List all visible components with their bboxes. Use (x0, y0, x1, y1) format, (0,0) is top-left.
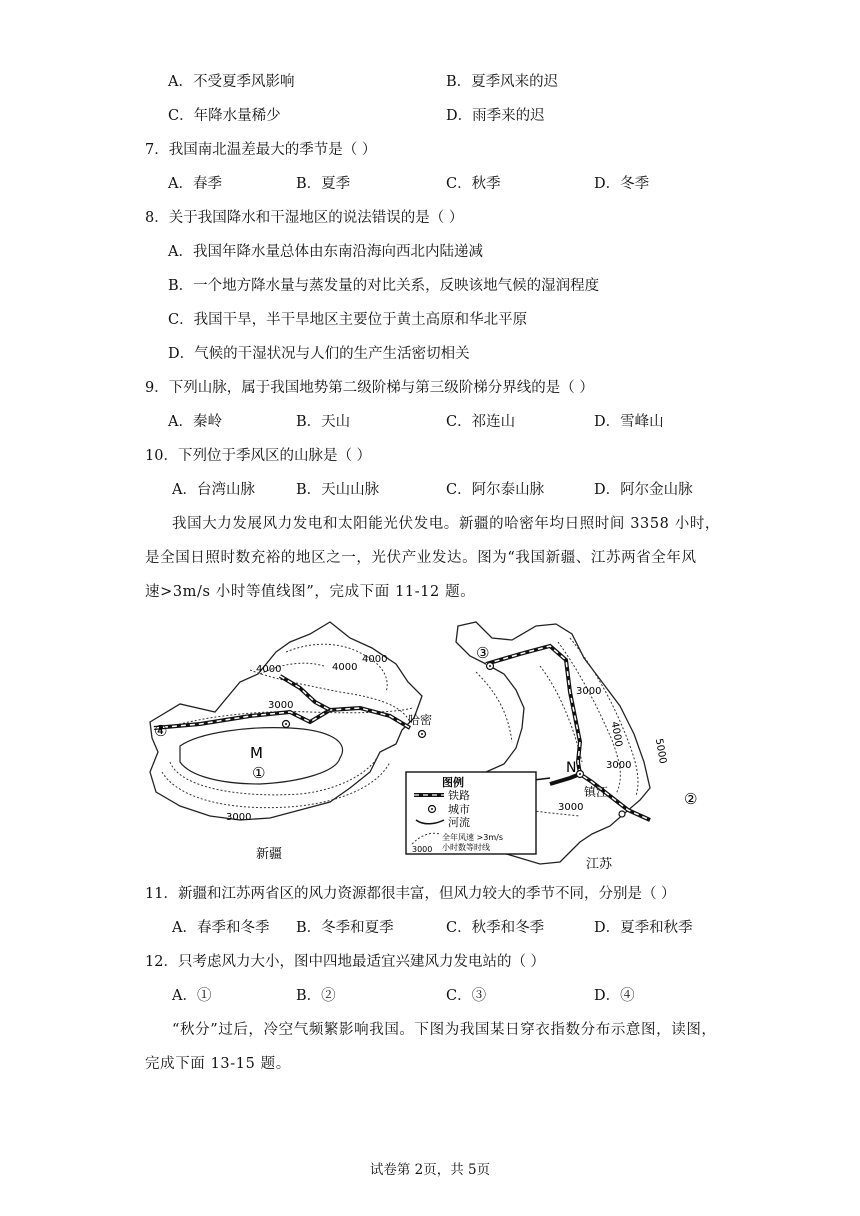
iso-label-3000-b: 3000 (226, 812, 252, 823)
map-legend (406, 772, 536, 854)
iso-label-5000-js: 5000 (652, 737, 669, 765)
q10-option-c: C．阿尔泰山脉 (446, 482, 545, 498)
q8-option-b: B．一个地方降水量与蒸发量的对比关系，反映该地气候的湿润程度 (168, 278, 600, 294)
q7-option-a: A．春季 (168, 176, 222, 192)
legend-river: 河流 (448, 816, 470, 829)
q10-option-b: B．天山山脉 (296, 482, 380, 498)
iso-label-3000-e: 3000 (558, 802, 584, 813)
iso-label-3000-d: 3000 (606, 760, 632, 771)
intro1-line3: 速>3m/s 小时等值线图”，完成下面 11-12 题。 (145, 584, 476, 600)
iso-label-4000-b: 4000 (332, 662, 358, 673)
zhenjiang-label: 镇江 (584, 785, 609, 799)
q6-option-a: A．不受夏季风影响 (168, 74, 295, 90)
site-3-label: ③ (476, 644, 490, 662)
legend-iso-value: 3000 (412, 845, 433, 854)
legend-iso-text1: 全年风速 >3m/s (442, 833, 503, 842)
jiangsu-label: 江苏 (586, 857, 613, 872)
legend-iso-text2: 小时数等时线 (442, 843, 490, 852)
q6-option-d: D．雨季来的迟 (446, 108, 545, 124)
q9-option-d: D．雪峰山 (594, 414, 664, 430)
q9-stem: 9．下列山脉，属于我国地势第二级阶梯与第三级阶梯分界线的是（ ） (145, 380, 594, 396)
legend-city: 城市 (448, 803, 470, 816)
q7-option-d: D．冬季 (594, 176, 650, 192)
site-n-label: N (566, 760, 577, 776)
q11-stem: 11．新疆和江苏两省区的风力资源都很丰富，但风力较大的季节不同，分别是（ ） (145, 886, 676, 902)
q11-option-a: A．春季和冬季 (172, 920, 270, 936)
site-2-label: ② (684, 790, 698, 808)
iso-label-3000-c: 3000 (576, 686, 602, 697)
intro2-line1: “秋分”过后，冷空气频繁影响我国。下图为我国某日穿衣指数分布示意图，读图， (172, 1022, 717, 1038)
q8-option-a: A．我国年降水量总体由东南沿海向西北内陆递减 (168, 244, 483, 260)
q12-option-b: B．② (296, 988, 336, 1004)
q12-stem: 12．只考虑风力大小，图中四地最适宜兴建风力发电站的（ ） (145, 954, 546, 970)
q11-option-b: B．冬季和夏季 (296, 920, 394, 936)
q11-option-d: D．夏季和秋季 (594, 920, 693, 936)
q7-stem: 7．我国南北温差最大的季节是（ ） (145, 142, 377, 158)
q10-option-a: A．台湾山脉 (172, 482, 255, 498)
legend-title: 图例 (442, 776, 464, 789)
legend-railway: 铁路 (448, 789, 470, 802)
site-1-label: ① (252, 764, 266, 782)
q9-option-b: B．天山 (296, 414, 351, 430)
site-m-label: M (250, 744, 263, 762)
q8-option-c: C．我国干旱，半干旱地区主要位于黄土高原和华北平原 (168, 312, 528, 328)
intro1-line1: 我国大力发展风力发电和太阳能光伏发电。新疆的哈密年均日照时间 3358 小时， (172, 516, 721, 532)
intro1-line2: 是全国日照时数充裕的地区之一，光伏产业发达。图为“我国新疆、江苏两省全年风 (145, 550, 697, 566)
q9-option-c: C．祁连山 (446, 414, 516, 430)
q6-option-b: B．夏季风来的迟 (446, 74, 559, 90)
q7-option-c: C．秋季 (446, 176, 501, 192)
q9-option-a: A．秦岭 (168, 414, 222, 430)
q12-option-c: C．③ (446, 988, 487, 1004)
q7-option-b: B．夏季 (296, 176, 351, 192)
q6-option-c: C．年降水量稀少 (168, 108, 281, 124)
q12-option-a: A．① (172, 988, 212, 1004)
q11-option-c: C．秋季和冬季 (446, 920, 545, 936)
q8-stem: 8．关于我国降水和干湿地区的说法错误的是（ ） (145, 210, 464, 226)
iso-label-3000-a: 3000 (268, 700, 294, 711)
page-footer: 试卷第 2页，共 5页 (369, 1162, 491, 1178)
iso-label-4000-js: 4000 (608, 720, 624, 748)
iso-label-4000-c: 4000 (362, 654, 388, 665)
q10-option-d: D．阿尔金山脉 (594, 482, 693, 498)
wind-isoline-map (140, 612, 700, 874)
q8-option-d: D．气候的干湿状况与人们的生产生活密切相关 (168, 346, 470, 362)
q10-stem: 10．下列位于季风区的山脉是（ ） (145, 448, 372, 464)
iso-label-4000-a: 4000 (256, 664, 282, 675)
site-4-label: ④ (154, 722, 168, 740)
q12-option-d: D．④ (594, 988, 635, 1004)
xinjiang-label: 新疆 (256, 847, 283, 862)
hami-label: 哈密 (408, 713, 433, 727)
intro2-line2: 完成下面 13-15 题。 (145, 1056, 291, 1072)
